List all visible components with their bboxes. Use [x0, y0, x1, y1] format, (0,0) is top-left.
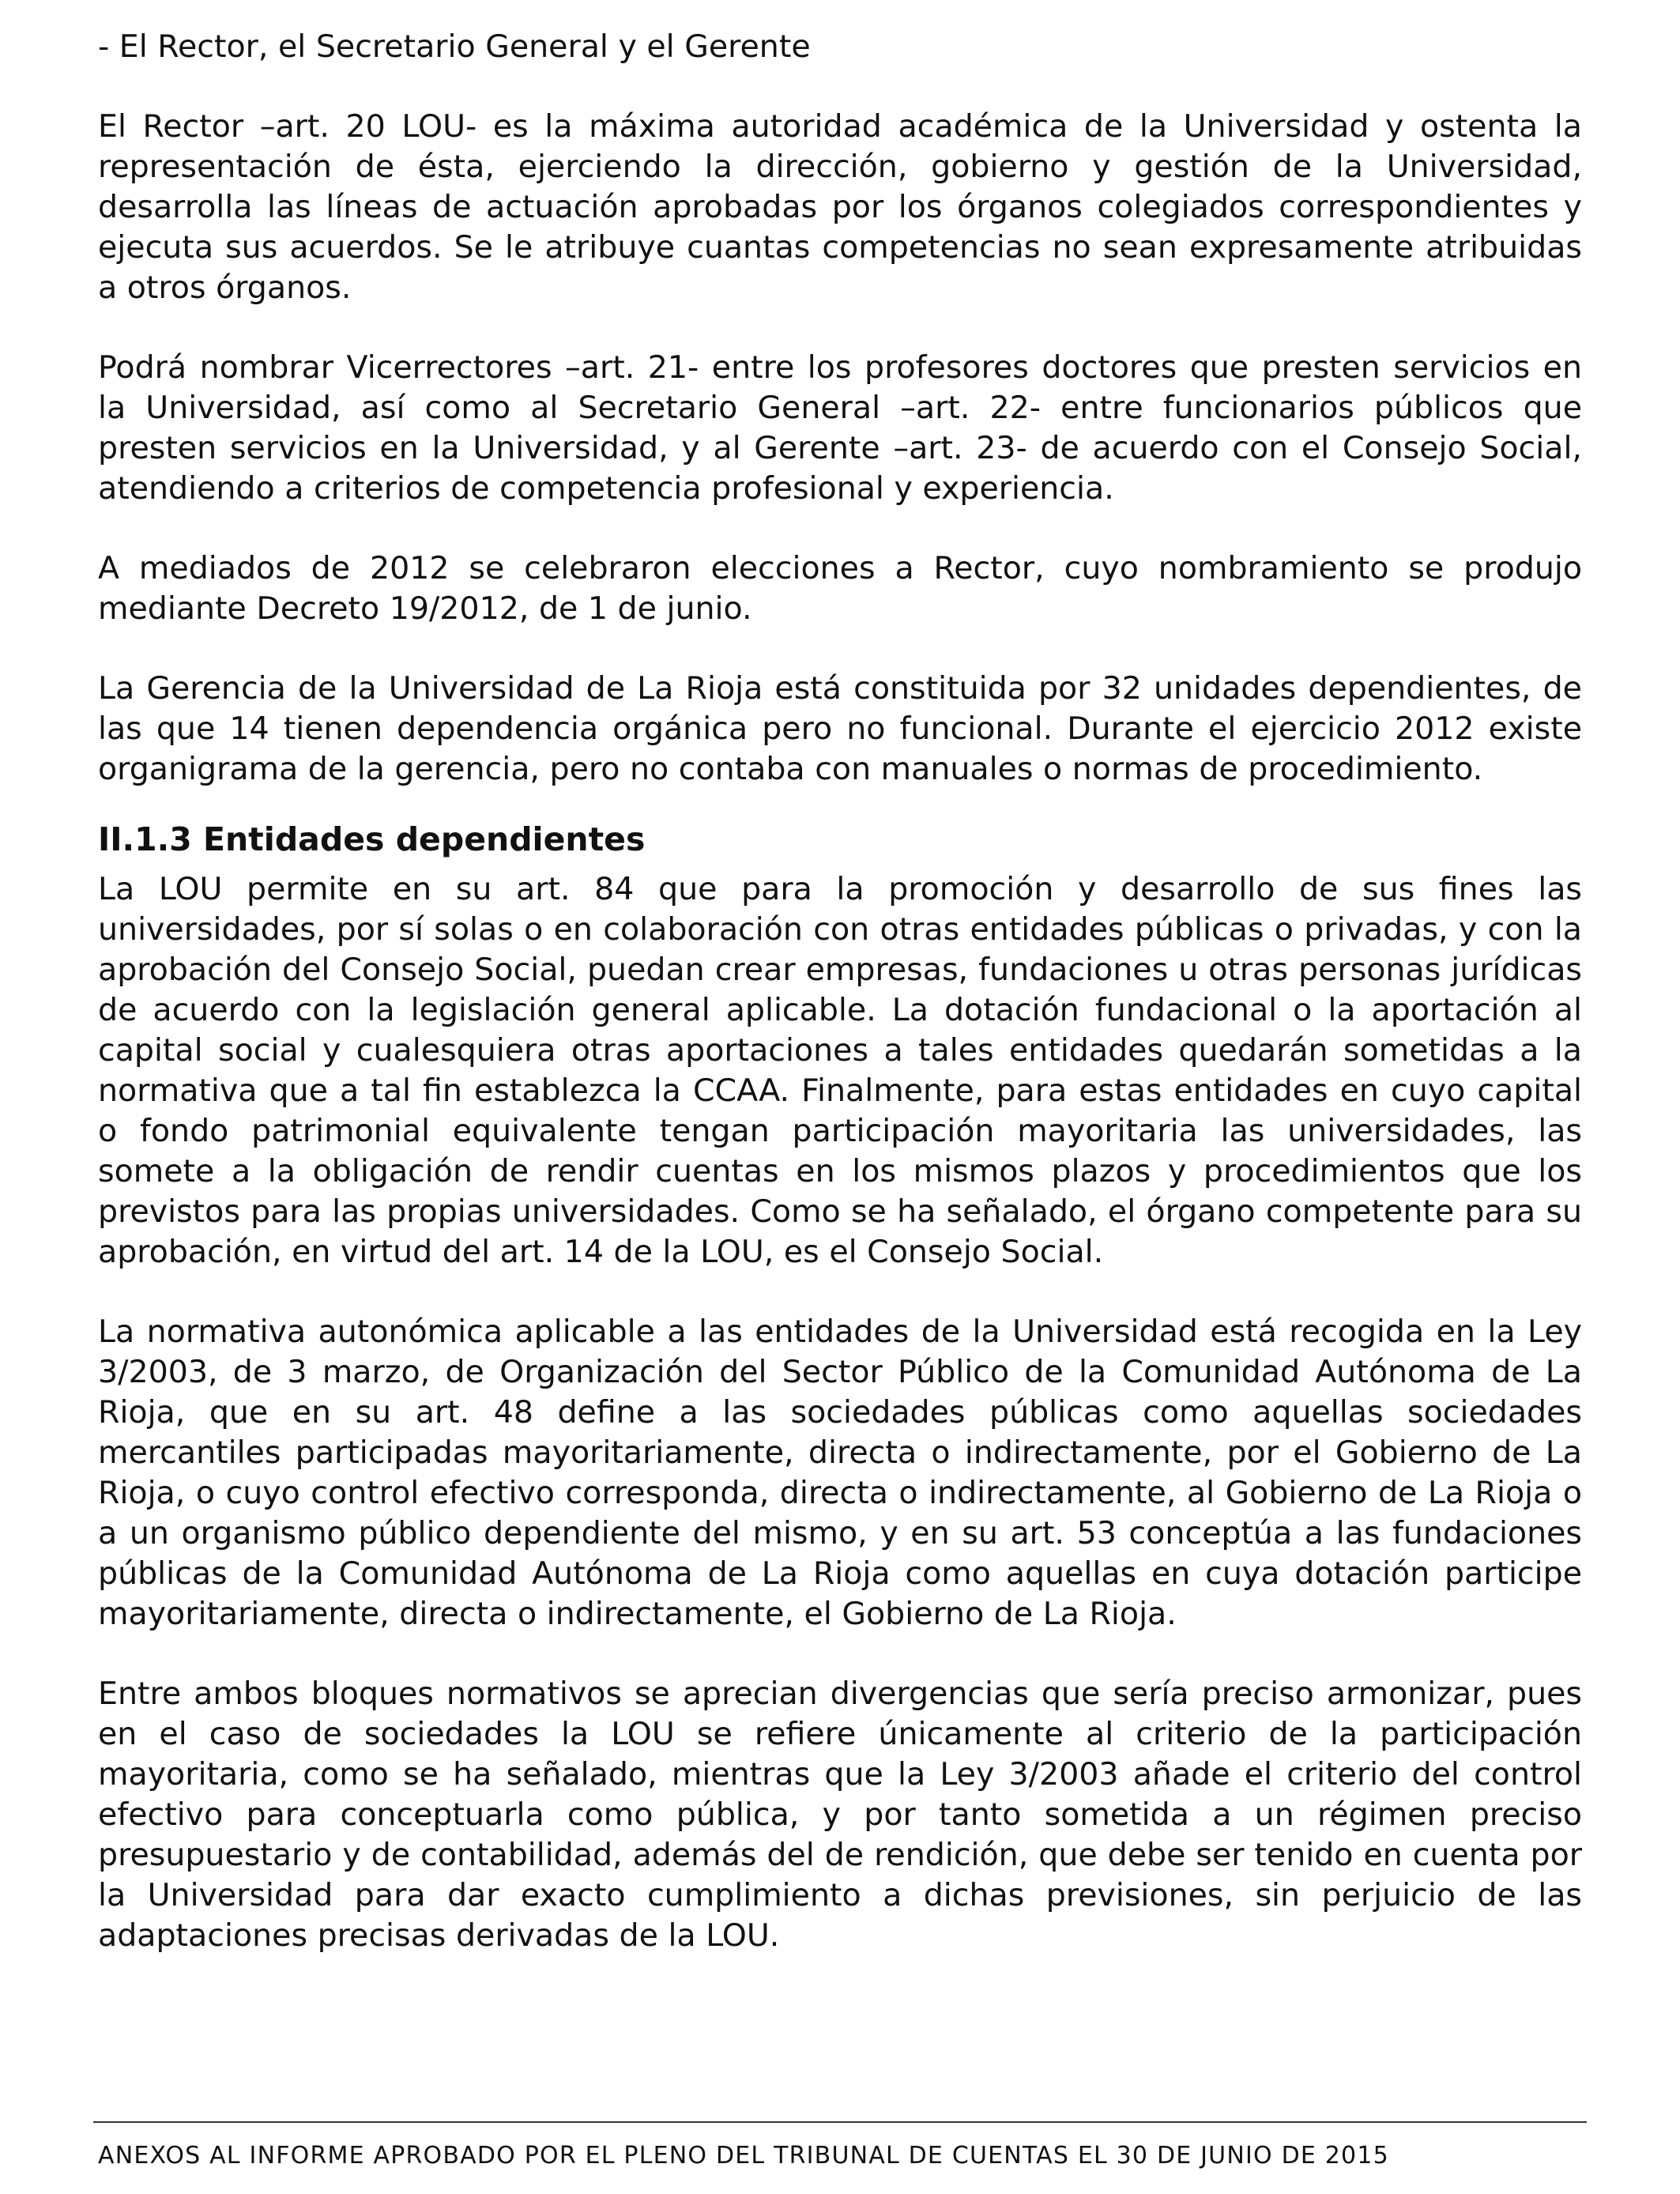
spacer — [98, 1272, 1582, 1312]
spacer — [98, 1634, 1582, 1674]
spacer — [98, 509, 1582, 548]
spacer — [98, 308, 1582, 348]
paragraph-divergencias: Entre ambos bloques normativos se aprecian divergencias que sería preciso armonizar, pues en el caso de sociedades la LOU se refiere únicamente al criterio de la participación mayoritaria, como se ha señalado, mientras que la Ley 3/2003 añade el criterio del control efectivo para conceptuarla como pública, y por tanto sometida a un régimen preciso presupuestario y de contabilidad, además del de rendición, que debe ser tenido en cuenta por la Universidad para dar exacto cumplimiento a dichas previsiones, sin perjuicio de las adaptaciones precisas derivadas de la LOU. — [98, 1676, 1582, 1954]
footer-divider — [93, 2121, 1587, 2123]
section-heading: II.1.3 Entidades dependientes — [98, 820, 646, 858]
spacer — [98, 67, 1582, 107]
paragraph-rector: El Rector –art. 20 LOU- es la máxima autoridad académica de la Universidad y ostenta la representación de ésta, ejerciendo la dirección, gobierno y gestión de la Universidad, desarrolla las líneas de actuación aprobadas por los órganos colegiados correspondientes y ejecuta sus acuerdos. Se le atribuye cuantas competencias no sean expresamente atribuidas a otros órganos. — [98, 108, 1582, 306]
paragraph-gerencia: La Gerencia de la Universidad de La Rioja está constituida por 32 unidades dependientes, de las que 14 tienen dependencia orgánica pero no funcional. Durante el ejercicio 2012 existe organigrama de la gerencia, pero no contaba con manuales o normas de procedimiento. — [98, 670, 1582, 787]
paragraph-normativa-autonomica: La normativa autonómica aplicable a las entidades de la Universidad está recogida en la Ley 3/2003, de 3 marzo, de Organización del Sector Público de la Comunidad Autónoma de La Rioja, que en su art. 48 define a las sociedades públicas como aquellas sociedades mercantiles participadas mayoritariamente, directa o indirectamente, por el Gobierno de La Rioja, o cuyo control efectivo corresponda, directa o indirectamente, al Gobierno de La Rioja o a un organismo público dependiente del mismo, y en su art. 53 conceptúa a las fundaciones públicas de la Comunidad Autónoma de La Rioja como aquellas en cuya dotación participe mayoritariamente, directa o indirectamente, el Gobierno de La Rioja. — [98, 1314, 1582, 1632]
paragraph-lou-art84: La LOU permite en su art. 84 que para la promoción y desarrollo de sus fines las universidades, por sí solas o en colaboración con otras entidades públicas o privadas, y con la aprobación del Consejo Social, puedan crear empresas, fundaciones u otras personas jurídicas de acuerdo con la legislación general aplicable. La dotación fundacional o la aportación al capital social y cualesquiera otras aportaciones a tales entidades quedarán sometidas a la normativa que a tal fin establezca la CCAA. Finalmente, para estas entidades en cuyo capital o fondo patrimonial equivalente tengan participación mayoritaria las universidades, las somete a la obligación de rendir cuentas en los mismos plazos y procedimientos que los previstos para las propias universidades. Como se ha señalado, el órgano competente para su aprobación, en virtud del art. 14 de la LOU, es el Consejo Social. — [98, 871, 1582, 1270]
paragraph-elecciones: A mediados de 2012 se celebraron elecciones a Rector, cuyo nombramiento se produjo mediante Decreto 19/2012, de 1 de junio. — [98, 550, 1582, 627]
paragraph-vicerrectores: Podrá nombrar Vicerrectores –art. 21- entre los profesores doctores que presten servicios en la Universidad, así como al Secretario General –art. 22- entre funcionarios públicos que presten servicios en la Universidad, y al Gerente –art. 23- de acuerdo con el Consejo Social, atendiendo a criterios de competencia profesional y experiencia. — [98, 349, 1582, 507]
document-body — [98, 27, 1582, 1956]
footer-text: ANEXOS AL INFORME APROBADO POR EL PLENO DEL TRIBUNAL DE CUENTAS EL 30 DE JUNIO DE 2015 — [98, 2142, 1389, 2169]
spacer — [98, 629, 1582, 669]
intro-line: - El Rector, el Secretario General y el Gerente — [98, 28, 811, 65]
